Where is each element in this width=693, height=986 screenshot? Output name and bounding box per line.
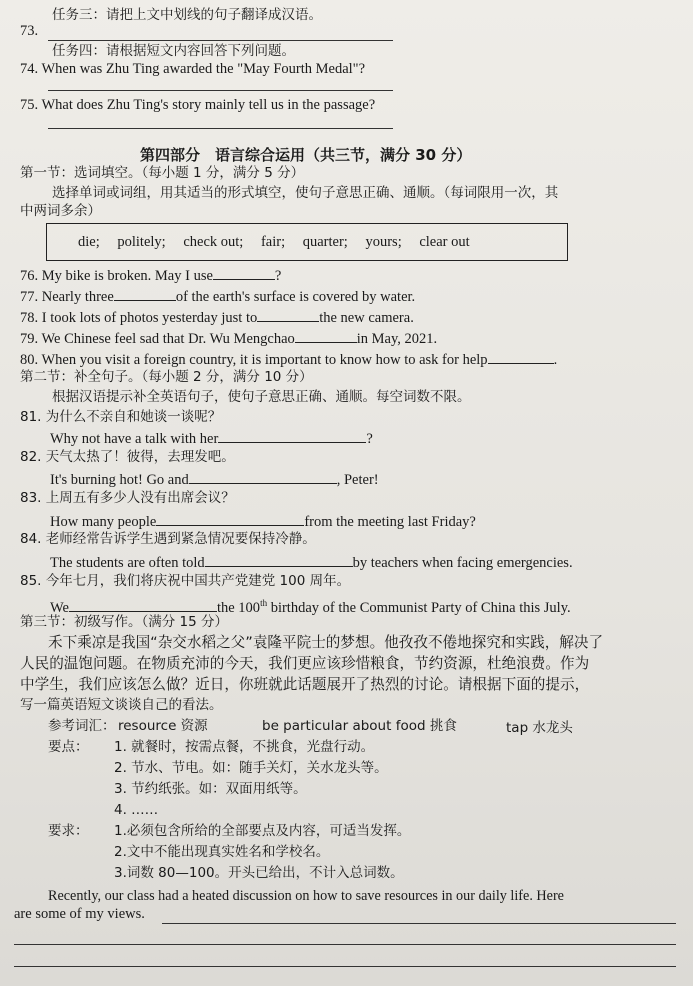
part4-title: 第四部分 语言综合运用（共三节，满分 30 分） xyxy=(140,146,472,164)
q81-blank[interactable] xyxy=(218,428,366,443)
essay-line[interactable] xyxy=(162,923,676,924)
q82-blank[interactable] xyxy=(189,469,337,484)
q83-blank[interactable] xyxy=(156,511,304,526)
point-item: 4. …… xyxy=(114,802,159,818)
q83: How many people from the meeting last Friday? xyxy=(50,511,476,531)
sec3-prompt-line: 中学生，我们应该怎么做？近日，你班就此话题展开了热烈的讨论。请根据下面的提示， xyxy=(20,676,590,693)
q81-chinese: 81. 为什么不亲自和她谈一谈呢？ xyxy=(20,409,222,425)
q74-text: 74. When was Zhu Ting awarded the "May Fourth Medal"? xyxy=(20,61,366,77)
q84-chinese: 84. 老师经常告诉学生遇到紧急情况要保持冷静。 xyxy=(20,531,316,547)
q85-blank[interactable] xyxy=(69,597,217,612)
requirement-item: 1.必须包含所给的全部要点及内容，可适当发挥。 xyxy=(114,823,411,839)
task4-label: 任务四：请根据短文内容回答下列问题。 xyxy=(52,43,295,59)
word-bank-item: clear out xyxy=(419,234,470,250)
word-bank-item: die; xyxy=(78,234,100,250)
sec3-prompt-line: 人民的温饱问题。在物质充沛的今天，我们更应该珍惜粮食，节约资源，杜绝浪费。作为 xyxy=(20,655,590,672)
q85: We the 100th birthday of the Communist Party of China this July. xyxy=(50,598,571,616)
sec1-title: 第一节：选词填空。（每小题 1 分，满分 5 分） xyxy=(20,165,305,181)
essay-line[interactable] xyxy=(14,966,676,967)
q73-answer-line[interactable] xyxy=(48,40,393,41)
word-bank-item: yours; xyxy=(365,234,402,250)
q73-number: 73. xyxy=(20,23,39,39)
sec1-instruction: 选择单词或词组，用其适当的形式填空，使句子意思正确、通顺。（每词限用一次，其 xyxy=(52,185,559,201)
vocab-tap: tap 水龙头 xyxy=(506,720,573,736)
vocab-label: 参考词汇： xyxy=(48,718,116,734)
q78-blank[interactable] xyxy=(257,307,319,322)
q77: 77. Nearly three of the earth's surface is covered by water. xyxy=(20,286,415,306)
word-bank-item: fair; xyxy=(260,234,286,250)
point-item: 3. 节约纸张。如：双面用纸等。 xyxy=(114,781,307,797)
essay-line[interactable] xyxy=(14,944,676,945)
word-bank xyxy=(78,234,484,251)
q76-blank[interactable] xyxy=(213,265,275,280)
q79: 79. We Chinese feel sad that Dr. Wu Mengchao in May, 2021. xyxy=(20,328,437,348)
q74-answer-line[interactable] xyxy=(48,90,393,91)
q82-chinese: 82. 天气太热了！彼得，去理发吧。 xyxy=(20,449,235,465)
q80-blank[interactable] xyxy=(488,349,554,364)
word-bank-item: check out; xyxy=(183,234,244,250)
points-label: 要点： xyxy=(48,739,89,755)
q75-answer-line[interactable] xyxy=(48,128,393,129)
sec2-instruction: 根据汉语提示补全英语句子，使句子意思正确、通顺。每空词数不限。 xyxy=(52,389,471,405)
sec2-title: 第二节：补全句子。（每小题 2 分，满分 10 分） xyxy=(20,369,313,385)
vocab-particular: be particular about food 挑食 xyxy=(262,718,457,734)
task3-label: 任务三：请把上文中划线的句子翻译成汉语。 xyxy=(52,7,322,23)
q76: 76. My bike is broken. May I use ? xyxy=(20,265,281,285)
q84: The students are often told by teachers when facing emergencies. xyxy=(50,552,573,572)
word-bank-item: quarter; xyxy=(302,234,348,250)
vocab-resource: resource 资源 xyxy=(118,718,208,734)
essay-opening-cont: are some of my views. xyxy=(14,906,145,922)
requirement-item: 2.文中不能出现真实姓名和学校名。 xyxy=(114,844,330,860)
word-bank-item: politely; xyxy=(117,234,166,250)
q79-blank[interactable] xyxy=(295,328,357,343)
q83-chinese: 83. 上周五有多少人没有出席会议？ xyxy=(20,490,235,506)
q82: It's burning hot! Go and , Peter! xyxy=(50,469,379,489)
q84-blank[interactable] xyxy=(205,552,353,567)
sec3-prompt-line: 写一篇英语短文谈谈自己的看法。 xyxy=(20,697,223,713)
point-item: 1. 就餐时，按需点餐，不挑食，光盘行动。 xyxy=(114,739,375,755)
essay-opening: Recently, our class had a heated discussion on how to save resources in our daily life. Here xyxy=(48,888,564,904)
q81: Why not have a talk with her ? xyxy=(50,428,373,448)
q75-text: 75. What does Zhu Ting's story mainly tell us in the passage? xyxy=(20,97,376,113)
q78: 78. I took lots of photos yesterday just to the new camera. xyxy=(20,307,414,327)
sec1-instruction-cont: 中两词多余） xyxy=(20,203,101,219)
requirements-label: 要求： xyxy=(48,823,89,839)
sec3-prompt-line: 禾下乘凉是我国“杂交水稻之父”袁隆平院士的梦想。他孜孜不倦地探究和实践，解决了 xyxy=(48,634,604,651)
q77-blank[interactable] xyxy=(114,286,176,301)
sec3-title: 第三节：初级写作。（满分 15 分） xyxy=(20,614,229,630)
point-item: 2. 节水、节电。如：随手关灯，关水龙头等。 xyxy=(114,760,388,776)
q80: 80. When you visit a foreign country, it is important to know how to ask for help . xyxy=(20,349,557,369)
requirement-item: 3.词数 80—100。开头已给出，不计入总词数。 xyxy=(114,865,404,881)
q85-chinese: 85. 今年七月，我们将庆祝中国共产党建党 100 周年。 xyxy=(20,573,351,589)
